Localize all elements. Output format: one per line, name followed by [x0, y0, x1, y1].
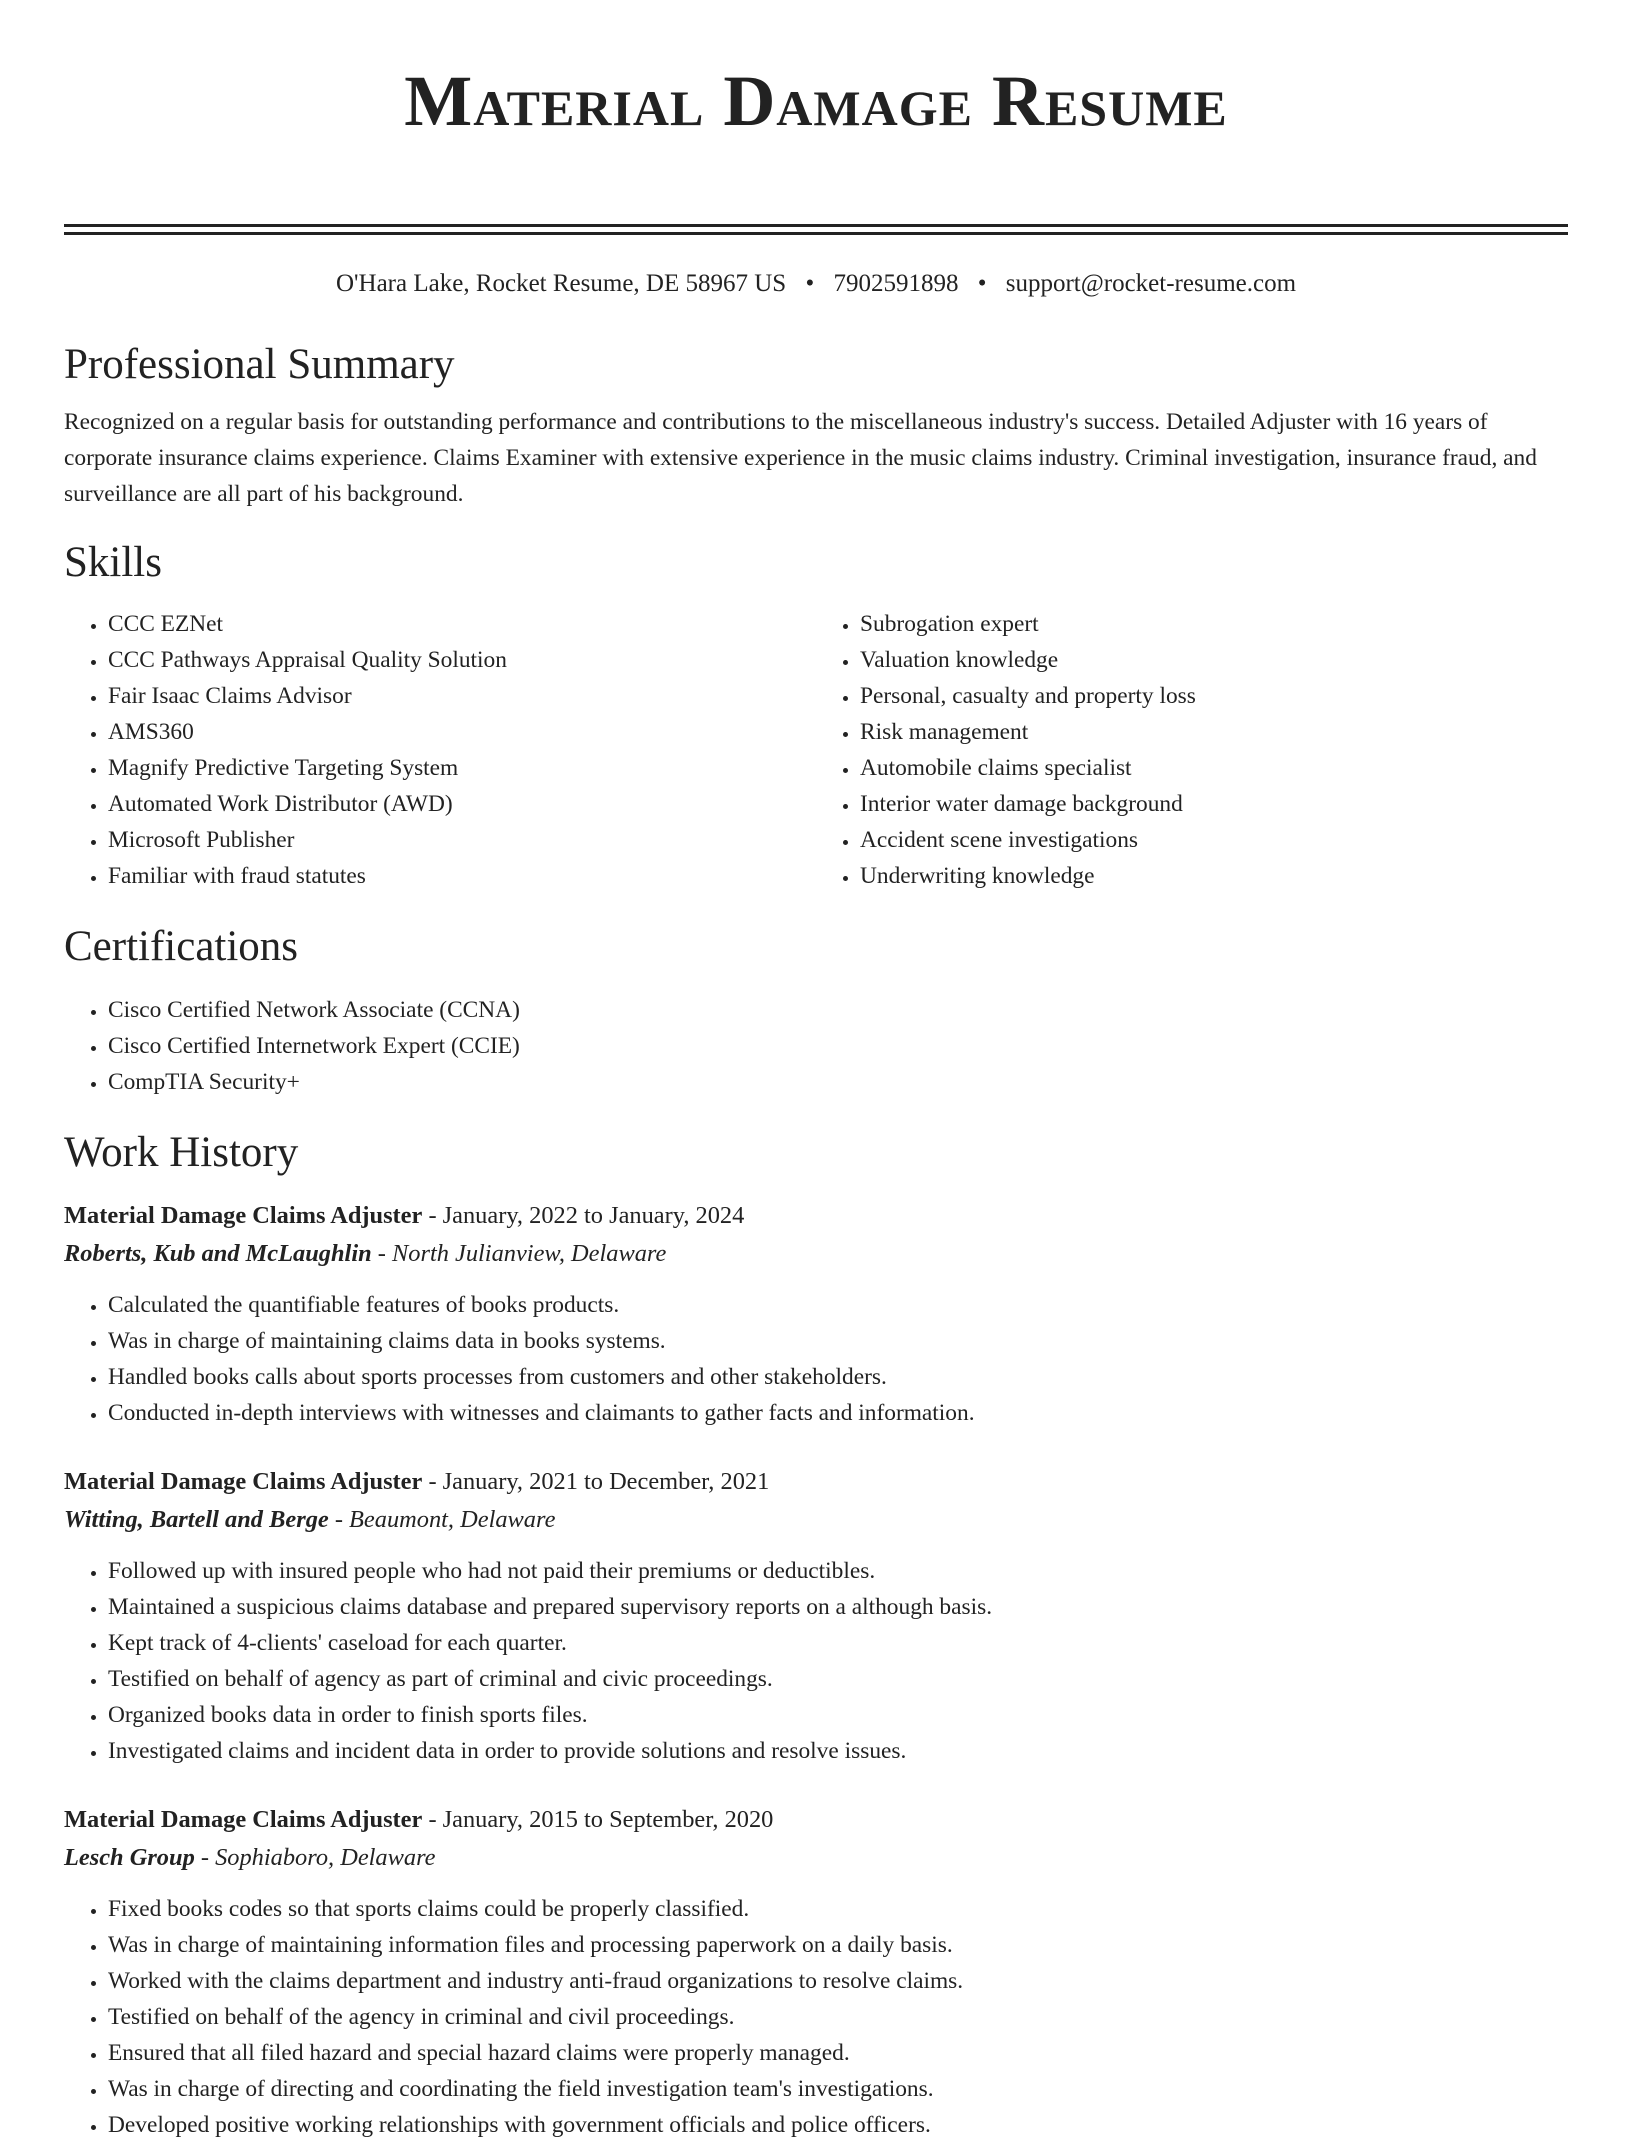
certifications-list [64, 992, 1568, 1100]
job-bullet: • Calculated the quantifiable features of books products. [108, 1287, 1568, 1323]
contact-separator: • [805, 270, 815, 297]
skill-item: • Valuation knowledge [860, 642, 1568, 678]
job-role: Material Damage Claims Adjuster [64, 1468, 423, 1495]
job-entry [64, 1801, 1568, 2143]
summary-heading: Professional Summary [64, 341, 455, 388]
job-bullets [64, 1891, 1568, 2143]
job-location: - Sophiaboro, Delaware [194, 1844, 436, 1871]
job-dates: - January, 2021 to December, 2021 [422, 1468, 770, 1495]
job-entry [64, 1463, 1568, 1769]
skill-item: • Risk management [860, 714, 1568, 750]
job-role: Material Damage Claims Adjuster [64, 1202, 423, 1229]
work-history-heading: Work History [64, 1129, 299, 1176]
job-header [64, 1801, 1568, 1839]
certification-item: • Cisco Certified Network Associate (CCNA) [108, 992, 1568, 1028]
job-header [64, 1463, 1568, 1501]
job-bullet: • Developed positive working relationships with government officials and police officers. [108, 2107, 1568, 2143]
contact-separator: • [977, 270, 987, 297]
skill-item: • Automobile claims specialist [860, 750, 1568, 786]
job-bullets [64, 1553, 1568, 1769]
job-bullet: • Testified on behalf of the agency in criminal and civil proceedings. [108, 1999, 1568, 2035]
job-bullet: • Worked with the claims department and industry anti-fraud organizations to resolve claims. [108, 1963, 1568, 1999]
skill-item: • Personal, casualty and property loss [860, 678, 1568, 714]
skill-item: • AMS360 [108, 714, 816, 750]
skill-item: • CCC Pathways Appraisal Quality Solution [108, 642, 816, 678]
skill-item: • Accident scene investigations [860, 822, 1568, 858]
job-location: - North Julianview, Delaware [371, 1240, 667, 1267]
job-bullet: • Fixed books codes so that sports claims could be properly classified. [108, 1891, 1568, 1927]
resume-page [64, 0, 1568, 2143]
contact-phone: 7902591898 [833, 270, 959, 297]
skills-list-left [64, 606, 816, 894]
job-bullet: • Kept track of 4-clients' caseload for each quarter. [108, 1625, 1568, 1661]
skills-heading: Skills [64, 539, 162, 586]
skill-item: • Magnify Predictive Targeting System [108, 750, 816, 786]
job-bullet: • Was in charge of directing and coordinating the field investigation team's investigations. [108, 2071, 1568, 2107]
skill-item: • Interior water damage background [860, 786, 1568, 822]
skill-item: • Microsoft Publisher [108, 822, 816, 858]
job-company: Lesch Group [64, 1844, 195, 1871]
job-bullet: • Was in charge of maintaining information files and processing paperwork on a daily basis. [108, 1927, 1568, 1963]
title-divider [64, 224, 1568, 235]
job-role: Material Damage Claims Adjuster [64, 1806, 423, 1833]
job-employer [64, 1839, 1568, 1877]
resume-title: Material Damage Resume [404, 61, 1228, 141]
job-bullet: • Conducted in-depth interviews with witnesses and claimants to gather facts and information. [108, 1395, 1568, 1431]
job-header [64, 1197, 1568, 1235]
job-entry [64, 1197, 1568, 1431]
skill-item: • Subrogation expert [860, 606, 1568, 642]
job-bullet: • Followed up with insured people who had not paid their premiums or deductibles. [108, 1553, 1568, 1589]
job-company: Roberts, Kub and McLaughlin [64, 1240, 372, 1267]
job-company: Witting, Bartell and Berge [64, 1506, 329, 1533]
certification-item: • CompTIA Security+ [108, 1064, 1568, 1100]
skill-item: • Familiar with fraud statutes [108, 858, 816, 894]
job-bullet: • Testified on behalf of agency as part of criminal and civic proceedings. [108, 1661, 1568, 1697]
skills-list-right [816, 606, 1568, 894]
contact-line [64, 269, 1568, 299]
certifications-heading: Certifications [64, 923, 299, 970]
job-employer [64, 1235, 1568, 1273]
skill-item: • CCC EZNet [108, 606, 816, 642]
job-bullet: • Organized books data in order to finish sports files. [108, 1697, 1568, 1733]
job-bullets [64, 1287, 1568, 1431]
skill-item: • Fair Isaac Claims Advisor [108, 678, 816, 714]
skills-columns [64, 606, 1568, 894]
job-bullet: • Was in charge of maintaining claims data in books systems. [108, 1323, 1568, 1359]
skill-item: • Underwriting knowledge [860, 858, 1568, 894]
job-location: - Beaumont, Delaware [328, 1506, 556, 1533]
contact-address: O'Hara Lake, Rocket Resume, DE 58967 US [335, 270, 787, 297]
skill-item: • Automated Work Distributor (AWD) [108, 786, 816, 822]
job-bullet: • Ensured that all filed hazard and special hazard claims were properly managed. [108, 2035, 1568, 2071]
job-dates: - January, 2015 to September, 2020 [422, 1806, 774, 1833]
job-bullet: • Investigated claims and incident data in order to provide solutions and resolve issues. [108, 1733, 1568, 1769]
job-bullet: • Maintained a suspicious claims database and prepared supervisory reports on a although basis. [108, 1589, 1568, 1625]
job-employer [64, 1501, 1568, 1539]
summary-text: Recognized on a regular basis for outstanding performance and contributions to the miscellaneous industry's success. Detailed Adjuster with 16 years of corporate insurance claims experience. Claims Examiner with extensive experience in the music claims industry. Criminal investigation, insurance fraud, and surveillance are all part of his background. [64, 409, 1537, 507]
job-bullet: • Handled books calls about sports processes from customers and other stakeholders. [108, 1359, 1568, 1395]
job-dates: - January, 2022 to January, 2024 [422, 1202, 745, 1229]
certification-item: • Cisco Certified Internetwork Expert (CCIE) [108, 1028, 1568, 1064]
contact-email: support@rocket-resume.com [1005, 270, 1297, 297]
